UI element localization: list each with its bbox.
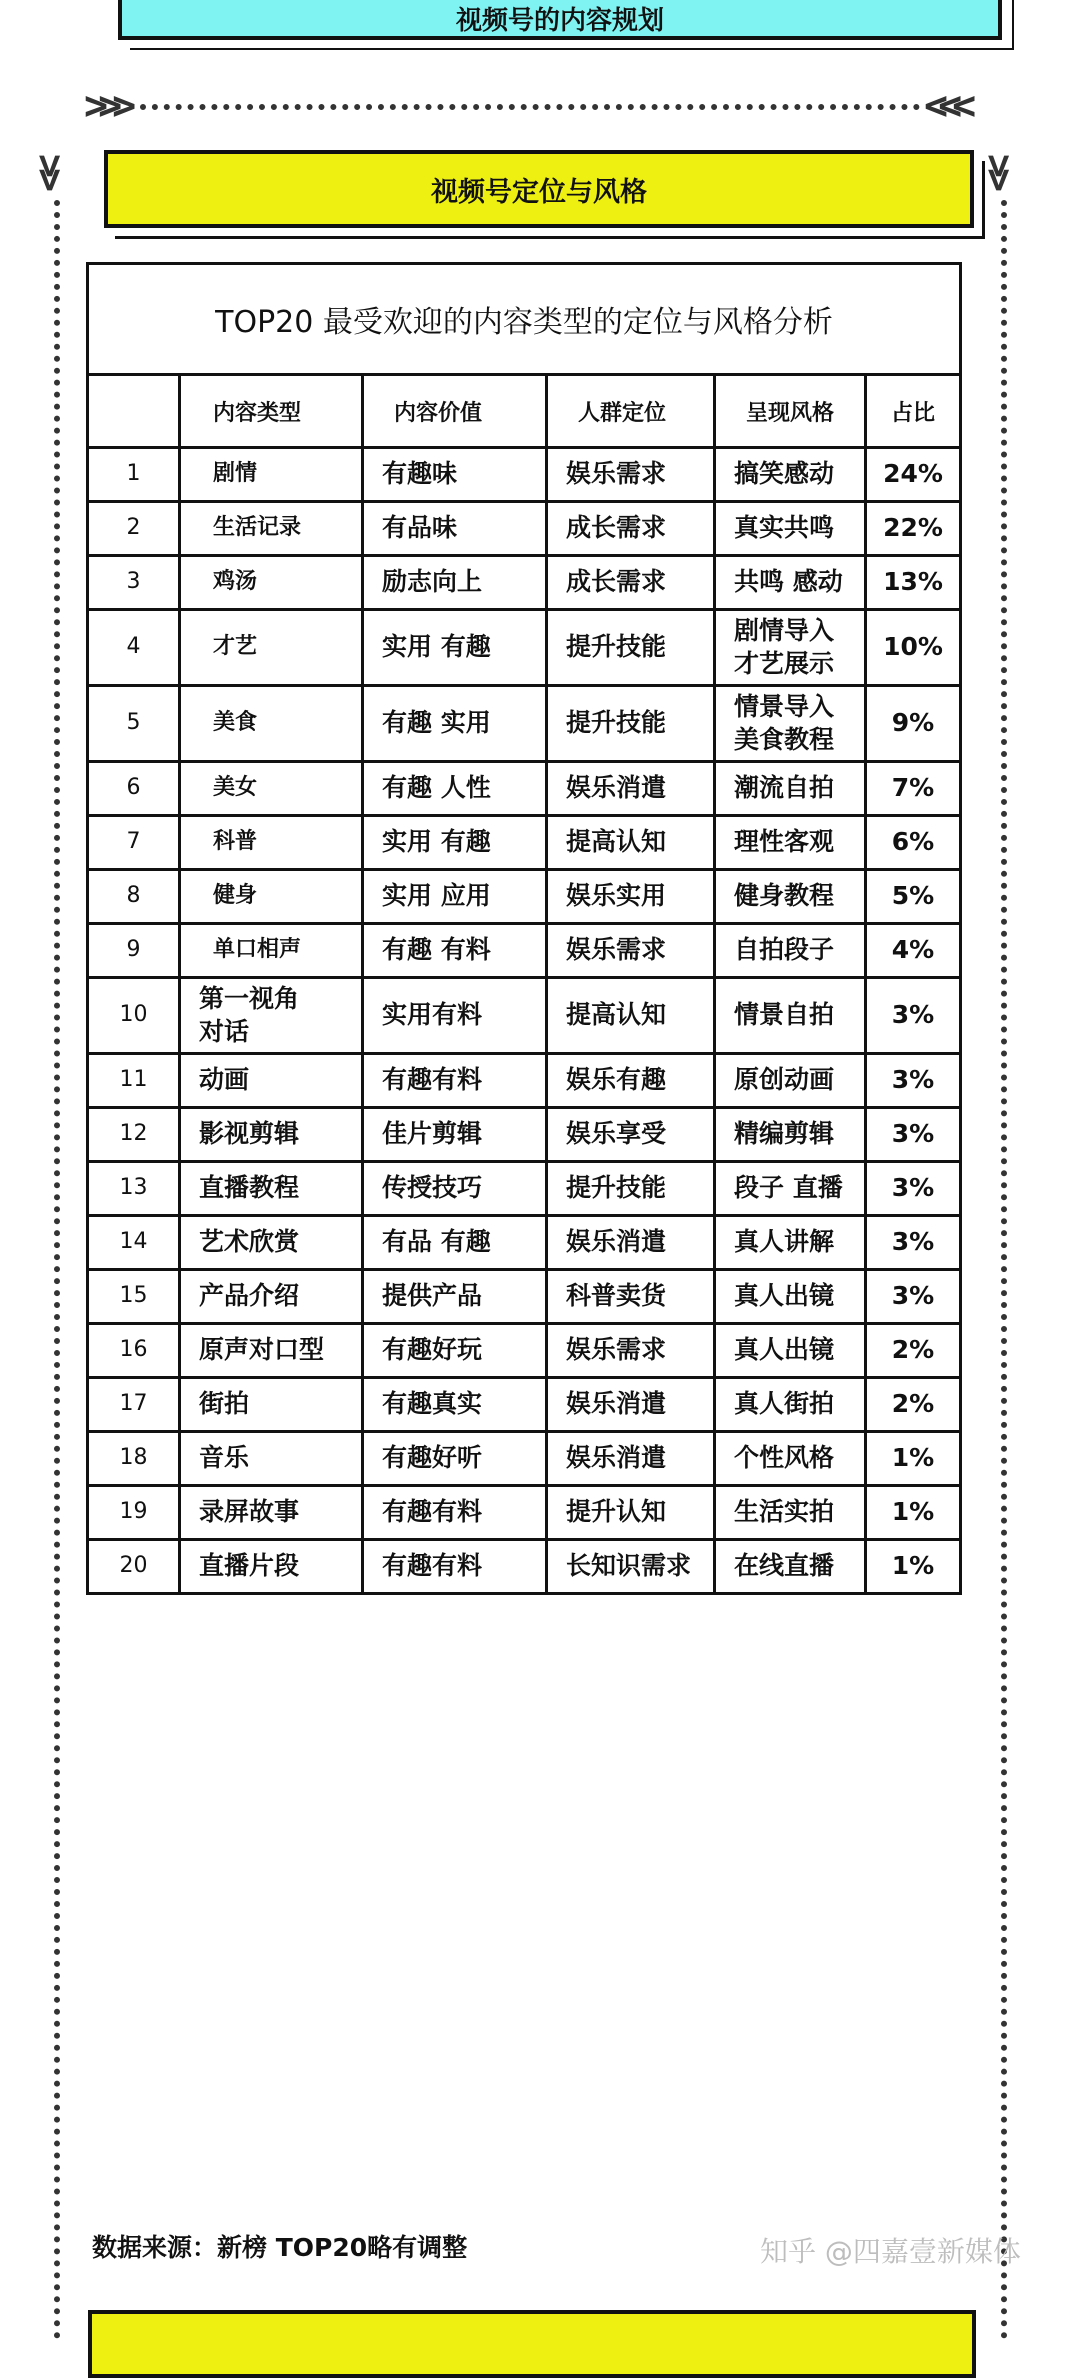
audience-position: 娱乐消遣 (547, 1216, 715, 1270)
content-value: 有趣真实 (363, 1378, 547, 1432)
previous-section-label: 视频号的内容规划 (455, 5, 664, 36)
audience-position: 提升技能 (547, 1162, 715, 1216)
content-type: 美女 (180, 762, 363, 816)
share-percent: 9% (866, 686, 961, 762)
content-type: 直播教程 (180, 1162, 363, 1216)
row-number: 19 (88, 1486, 180, 1540)
chevron-right-icon: >>> (84, 83, 127, 129)
row-number: 1 (88, 448, 180, 502)
dotted-frame-right (1001, 200, 1007, 2340)
presentation-style: 精编剪辑 (715, 1108, 866, 1162)
content-value: 传授技巧 (363, 1162, 547, 1216)
content-value: 有趣有料 (363, 1486, 547, 1540)
row-number: 4 (88, 610, 180, 686)
table-header-cell: 占比 (866, 375, 961, 448)
presentation-style: 个性风格 (715, 1432, 866, 1486)
audience-position: 提升技能 (547, 610, 715, 686)
share-percent: 7% (866, 762, 961, 816)
row-number: 7 (88, 816, 180, 870)
table-header-cell: 内容价值 (363, 375, 547, 448)
content-type: 美食 (180, 686, 363, 762)
content-type: 第一视角 对话 (180, 978, 363, 1054)
audience-position: 科普卖货 (547, 1270, 715, 1324)
table-row (88, 448, 961, 502)
row-number: 6 (88, 762, 180, 816)
table-row (88, 1216, 961, 1270)
content-type: 产品介绍 (180, 1270, 363, 1324)
presentation-style: 在线直播 (715, 1540, 866, 1594)
share-percent: 3% (866, 1162, 961, 1216)
presentation-style: 健身教程 (715, 870, 866, 924)
content-value: 实用 应用 (363, 870, 547, 924)
content-type: 才艺 (180, 610, 363, 686)
row-number: 17 (88, 1378, 180, 1432)
table-header-row (88, 375, 961, 448)
audience-position: 成长需求 (547, 502, 715, 556)
watermark: 知乎 @四嘉壹新媒体 (760, 2235, 1021, 2268)
table-row (88, 816, 961, 870)
row-number: 16 (88, 1324, 180, 1378)
table-caption: TOP20 最受欢迎的内容类型的定位与风格分析 (88, 264, 961, 375)
presentation-style: 真人讲解 (715, 1216, 866, 1270)
table-row (88, 556, 961, 610)
row-number: 20 (88, 1540, 180, 1594)
content-value: 有品 有趣 (363, 1216, 547, 1270)
content-type: 原声对口型 (180, 1324, 363, 1378)
content-type: 生活记录 (180, 502, 363, 556)
content-type: 科普 (180, 816, 363, 870)
share-percent: 6% (866, 816, 961, 870)
share-percent: 3% (866, 1054, 961, 1108)
audience-position: 娱乐实用 (547, 870, 715, 924)
previous-section-banner (118, 0, 1002, 40)
table-row (88, 1378, 961, 1432)
audience-position: 娱乐消遣 (547, 1378, 715, 1432)
audience-position: 提高认知 (547, 816, 715, 870)
audience-position: 娱乐需求 (547, 448, 715, 502)
table-row (88, 686, 961, 762)
row-number: 18 (88, 1432, 180, 1486)
content-value: 有趣有料 (363, 1540, 547, 1594)
share-percent: 24% (866, 448, 961, 502)
content-type: 影视剪辑 (180, 1108, 363, 1162)
presentation-style: 真人街拍 (715, 1378, 866, 1432)
row-number: 5 (88, 686, 180, 762)
table-row (88, 1324, 961, 1378)
share-percent: 10% (866, 610, 961, 686)
chevron-down-icon: >> (976, 153, 1023, 183)
content-type: 鸡汤 (180, 556, 363, 610)
share-percent: 3% (866, 1270, 961, 1324)
presentation-style: 共鸣 感动 (715, 556, 866, 610)
audience-position: 长知识需求 (547, 1540, 715, 1594)
content-type-table (86, 262, 962, 1595)
content-value: 励志向上 (363, 556, 547, 610)
table-row (88, 978, 961, 1054)
content-value: 有趣有料 (363, 1054, 547, 1108)
content-value: 有趣 实用 (363, 686, 547, 762)
row-number: 9 (88, 924, 180, 978)
row-number: 14 (88, 1216, 180, 1270)
share-percent: 4% (866, 924, 961, 978)
row-number: 10 (88, 978, 180, 1054)
audience-position: 提升认知 (547, 1486, 715, 1540)
content-type: 录屏故事 (180, 1486, 363, 1540)
table-row (88, 1540, 961, 1594)
share-percent: 2% (866, 1324, 961, 1378)
table-row (88, 762, 961, 816)
row-number: 13 (88, 1162, 180, 1216)
dotted-divider (140, 104, 920, 110)
content-type: 单口相声 (180, 924, 363, 978)
content-value: 有品味 (363, 502, 547, 556)
content-value: 佳片剪辑 (363, 1108, 547, 1162)
audience-position: 娱乐享受 (547, 1108, 715, 1162)
content-value: 有趣好玩 (363, 1324, 547, 1378)
presentation-style: 真实共鸣 (715, 502, 866, 556)
section-title: 视频号定位与风格 (104, 150, 974, 228)
presentation-style: 真人出镜 (715, 1270, 866, 1324)
presentation-style: 理性客观 (715, 816, 866, 870)
presentation-style: 自拍段子 (715, 924, 866, 978)
audience-position: 娱乐需求 (547, 924, 715, 978)
table-header-cell: 内容类型 (180, 375, 363, 448)
presentation-style: 潮流自拍 (715, 762, 866, 816)
content-value: 实用 有趣 (363, 816, 547, 870)
table-row (88, 1108, 961, 1162)
content-value: 实用有料 (363, 978, 547, 1054)
row-number: 11 (88, 1054, 180, 1108)
content-type: 艺术欣赏 (180, 1216, 363, 1270)
presentation-style: 情景自拍 (715, 978, 866, 1054)
table-header-cell: 呈现风格 (715, 375, 866, 448)
content-value: 有趣 有料 (363, 924, 547, 978)
share-percent: 1% (866, 1540, 961, 1594)
share-percent: 3% (866, 978, 961, 1054)
share-percent: 13% (866, 556, 961, 610)
row-number: 12 (88, 1108, 180, 1162)
content-type: 音乐 (180, 1432, 363, 1486)
presentation-style: 搞笑感动 (715, 448, 866, 502)
table-row (88, 610, 961, 686)
share-percent: 1% (866, 1486, 961, 1540)
share-percent: 2% (866, 1378, 961, 1432)
content-type: 直播片段 (180, 1540, 363, 1594)
share-percent: 1% (866, 1432, 961, 1486)
table-header-cell: 人群定位 (547, 375, 715, 448)
audience-position: 娱乐消遣 (547, 1432, 715, 1486)
table-row (88, 1054, 961, 1108)
share-percent: 22% (866, 502, 961, 556)
row-number: 2 (88, 502, 180, 556)
presentation-style: 生活实拍 (715, 1486, 866, 1540)
content-value: 有趣味 (363, 448, 547, 502)
share-percent: 3% (866, 1216, 961, 1270)
table-row (88, 1270, 961, 1324)
content-value: 有趣 人性 (363, 762, 547, 816)
content-value: 提供产品 (363, 1270, 547, 1324)
table-row (88, 1162, 961, 1216)
table-row (88, 1432, 961, 1486)
table-header-cell (88, 375, 180, 448)
content-type: 健身 (180, 870, 363, 924)
row-number: 8 (88, 870, 180, 924)
audience-position: 娱乐需求 (547, 1324, 715, 1378)
content-value: 有趣好听 (363, 1432, 547, 1486)
table-row (88, 1486, 961, 1540)
next-section-banner (88, 2310, 976, 2378)
table-row (88, 924, 961, 978)
presentation-style: 真人出镜 (715, 1324, 866, 1378)
chevron-down-icon: >> (27, 153, 74, 183)
presentation-style: 段子 直播 (715, 1162, 866, 1216)
audience-position: 成长需求 (547, 556, 715, 610)
share-percent: 3% (866, 1108, 961, 1162)
presentation-style: 剧情导入 才艺展示 (715, 610, 866, 686)
share-percent: 5% (866, 870, 961, 924)
content-type: 剧情 (180, 448, 363, 502)
row-number: 15 (88, 1270, 180, 1324)
audience-position: 娱乐有趣 (547, 1054, 715, 1108)
content-type: 街拍 (180, 1378, 363, 1432)
presentation-style: 原创动画 (715, 1054, 866, 1108)
audience-position: 娱乐消遣 (547, 762, 715, 816)
content-type: 动画 (180, 1054, 363, 1108)
row-number: 3 (88, 556, 180, 610)
dotted-frame-left (54, 200, 60, 2340)
content-value: 实用 有趣 (363, 610, 547, 686)
data-source-note: 数据来源：新榜 TOP20略有调整 (92, 2233, 468, 2262)
table-row (88, 870, 961, 924)
presentation-style: 情景导入 美食教程 (715, 686, 866, 762)
table-row (88, 502, 961, 556)
chevron-left-icon: <<< (924, 83, 967, 129)
audience-position: 提高认知 (547, 978, 715, 1054)
audience-position: 提升技能 (547, 686, 715, 762)
